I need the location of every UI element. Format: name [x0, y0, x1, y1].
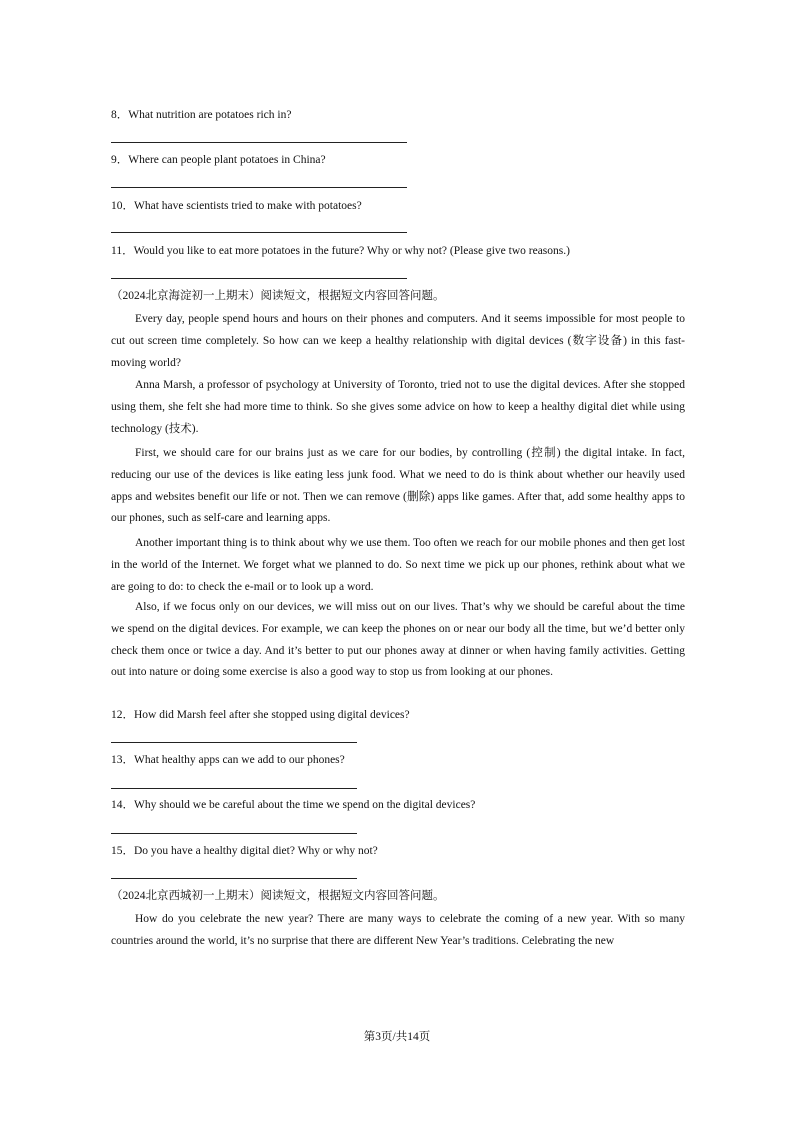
answer-line-9[interactable] [111, 187, 407, 188]
question-14: 14．Why should we be careful about the time we spend on the digital devices? [111, 799, 476, 811]
answer-line-12[interactable] [111, 742, 357, 743]
passage-paragraph: Also, if we focus only on our devices, we will miss out on our lives. That’s why we should be careful about the time we spend on the digital devices. For example, we can keep the phones on or near our body all the time, but we’d better only check them once or twice a day. And it’s better to put our phones away at dinner or when having family activities. Getting out into nature or doing some exercise is also a good way to stop us from looking at our phones. [111, 601, 685, 679]
passage-paragraph: Every day, people spend hours and hours on their phones and computers. And it seems impossible for most people to cut out screen time completely. So how can we keep a healthy relationship with digital devices (数字设备) in this fast-moving world? [111, 313, 685, 369]
question-9: 9．Where can people plant potatoes in China? [111, 154, 326, 166]
passage-paragraph: Anna Marsh, a professor of psychology at University of Toronto, tried not to use the digital devices. After she stopped using them, she felt she had more time to think. So she gives some advice on how to keep a healthy digital diet while using technology (技术). [111, 379, 685, 435]
answer-line-8[interactable] [111, 142, 407, 143]
question-13: 13．What healthy apps can we add to our phones? [111, 754, 345, 766]
answer-line-14[interactable] [111, 833, 357, 834]
question-10: 10．What have scientists tried to make with potatoes? [111, 200, 362, 212]
page-number: 第3页/共14页 [363, 1031, 431, 1043]
passage-source-label: （2024北京西城初一上期末）阅读短文，根据短文内容回答问题。 [111, 890, 445, 902]
passage-paragraph: First, we should care for our brains just as we care for our bodies, by controlling (控制) the digital intake. In fact, reducing our use of the devices is like eating less junk food. What we need to do is think about whether our heavily used apps and websites benefit our life or not. Then we can remove (删除) apps like games. After that, add some healthy apps to our phones, such as self-care and learning apps. [111, 447, 685, 525]
question-11: 11．Would you like to eat more potatoes in the future? Why or why not? (Please give two reasons.) [111, 245, 570, 257]
question-12: 12．How did Marsh feel after she stopped using digital devices? [111, 709, 410, 721]
passage-source-label: （2024北京海淀初一上期末）阅读短文，根据短文内容回答问题。 [111, 290, 445, 302]
question-8: 8．What nutrition are potatoes rich in? [111, 109, 292, 121]
answer-line-10[interactable] [111, 232, 407, 233]
question-15: 15．Do you have a healthy digital diet? Why or why not? [111, 845, 378, 857]
passage-paragraph: Another important thing is to think about why we use them. Too often we reach for our mobile phones and then get lost in the world of the Internet. We forget what we planned to do. So next time we pick up our phones, rethink about what we are going to do: to check the e-mail or to look up a word. [111, 537, 685, 593]
answer-line-13[interactable] [111, 788, 357, 789]
passage-paragraph: How do you celebrate the new year? There are many ways to celebrate the coming of a new year. With so many countries around the world, it’s no surprise that there are different New Year’s traditions. Celebrating the new [111, 913, 685, 947]
answer-line-11[interactable] [111, 278, 407, 279]
answer-line-15[interactable] [111, 878, 357, 879]
